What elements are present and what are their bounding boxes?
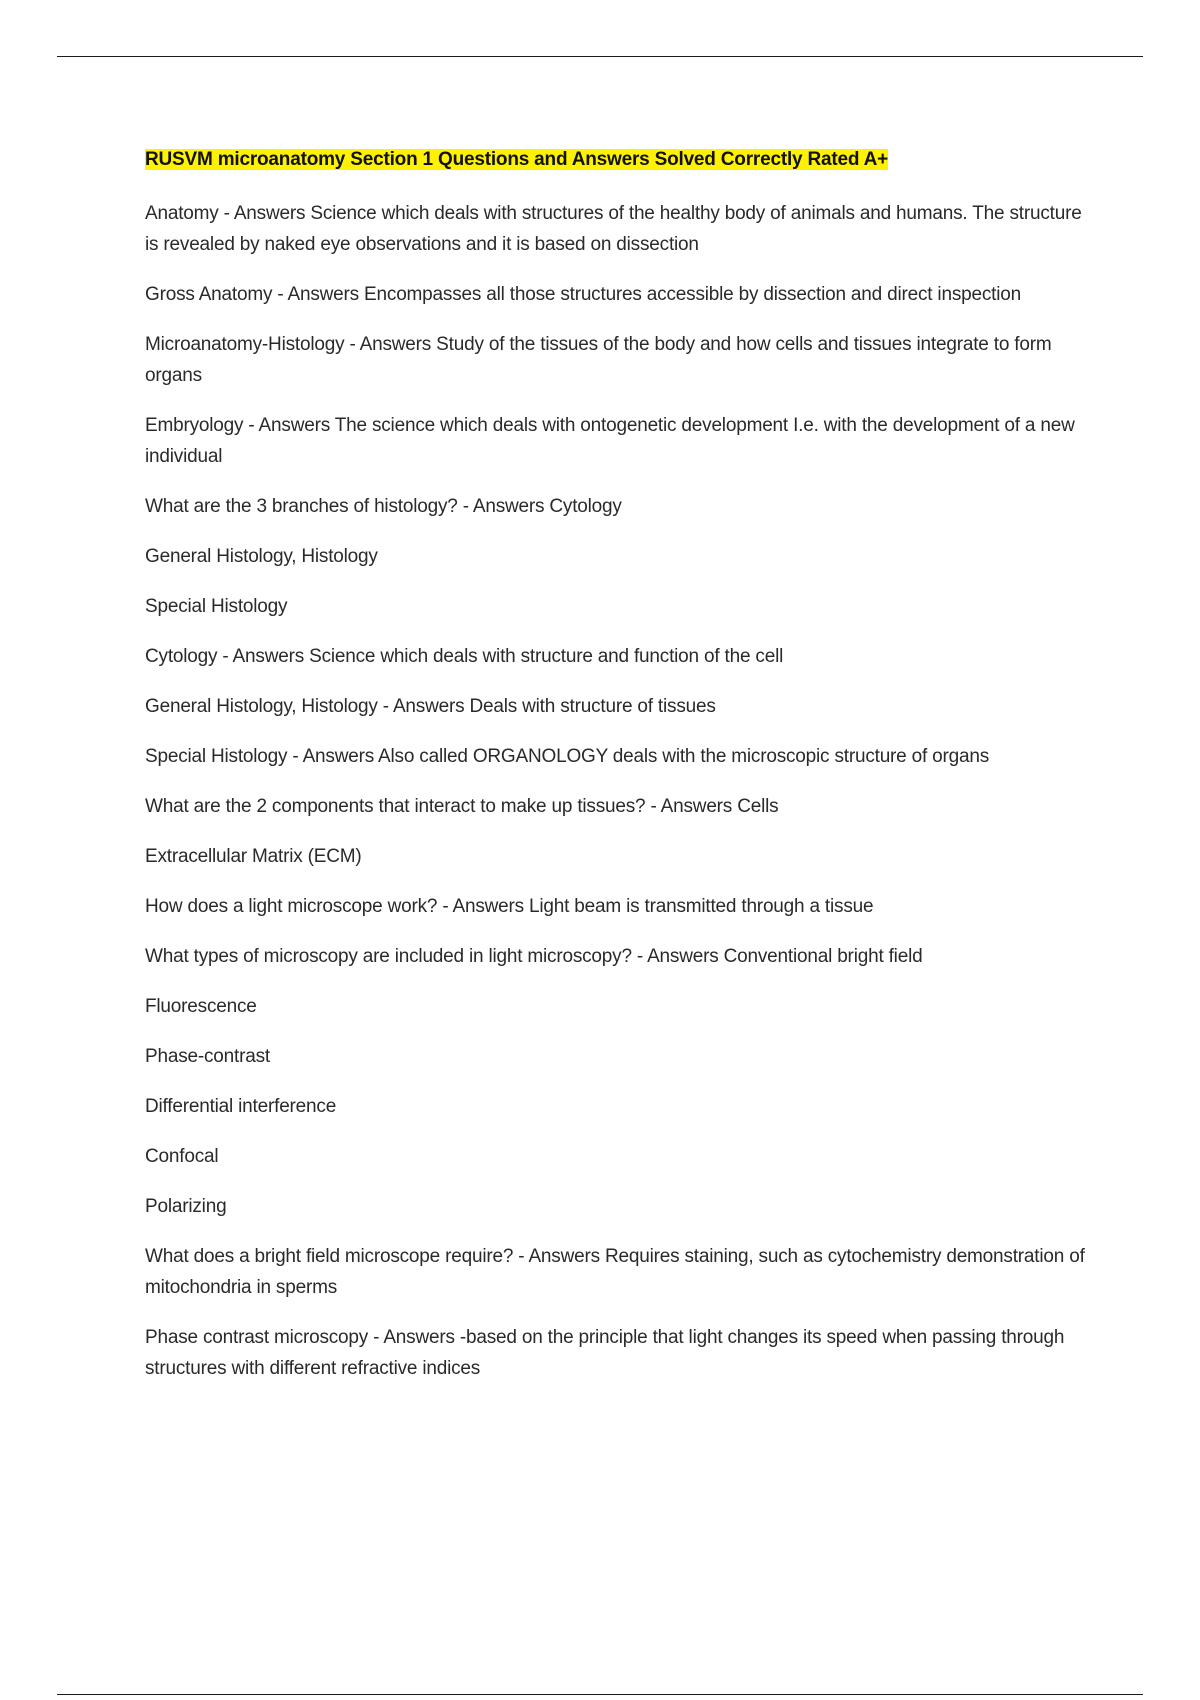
qa-entry: Extracellular Matrix (ECM) bbox=[145, 846, 362, 867]
qa-entry: Fluorescence bbox=[145, 996, 257, 1017]
qa-entry: Anatomy - Answers Science which deals with structures of the healthy body of animals and humans. The structure is revealed by naked eye observations and it is based on dissection bbox=[145, 203, 1082, 255]
qa-entry: What types of microscopy are included in light microscopy? - Answers Conventional bright field bbox=[145, 946, 923, 967]
qa-entry: Confocal bbox=[145, 1146, 219, 1167]
qa-entry: What are the 2 components that interact to make up tissues? - Answers Cells bbox=[145, 796, 779, 817]
qa-entry: Special Histology - Answers Also called ORGANOLOGY deals with the microscopic structure of organs bbox=[145, 746, 990, 767]
document-title: RUSVM microanatomy Section 1 Questions and Answers Solved Correctly Rated A+ bbox=[145, 149, 889, 170]
qa-entry: Gross Anatomy - Answers Encompasses all those structures accessible by dissection and direct inspection bbox=[145, 284, 1021, 305]
qa-entry: Special Histology bbox=[145, 596, 288, 617]
qa-entry: Microanatomy-Histology - Answers Study of the tissues of the body and how cells and tissues integrate to form organs bbox=[145, 334, 1052, 386]
document-body bbox=[145, 145, 1090, 1403]
qa-entry: What are the 3 branches of histology? - Answers Cytology bbox=[145, 496, 622, 517]
qa-entry: What does a bright field microscope require? - Answers Requires staining, such as cytochemistry demonstration of mitochondria in sperms bbox=[145, 1246, 1085, 1298]
qa-entry: How does a light microscope work? - Answers Light beam is transmitted through a tissue bbox=[145, 896, 874, 917]
qa-entry: General Histology, Histology bbox=[145, 546, 378, 567]
header-rule bbox=[57, 56, 1143, 57]
title-line bbox=[145, 145, 1090, 176]
qa-entry: Phase contrast microscopy - Answers -based on the principle that light changes its speed when passing through structures with different refractive indices bbox=[145, 1327, 1065, 1379]
qa-entry: Embryology - Answers The science which deals with ontogenetic development I.e. with the development of a new individual bbox=[145, 415, 1075, 467]
qa-entry: Cytology - Answers Science which deals with structure and function of the cell bbox=[145, 646, 784, 667]
qa-entry: General Histology, Histology - Answers Deals with structure of tissues bbox=[145, 696, 716, 717]
qa-entry: Differential interference bbox=[145, 1096, 337, 1117]
qa-entry: Polarizing bbox=[145, 1196, 227, 1217]
qa-entry: Phase-contrast bbox=[145, 1046, 270, 1067]
footer-rule bbox=[57, 1694, 1143, 1695]
